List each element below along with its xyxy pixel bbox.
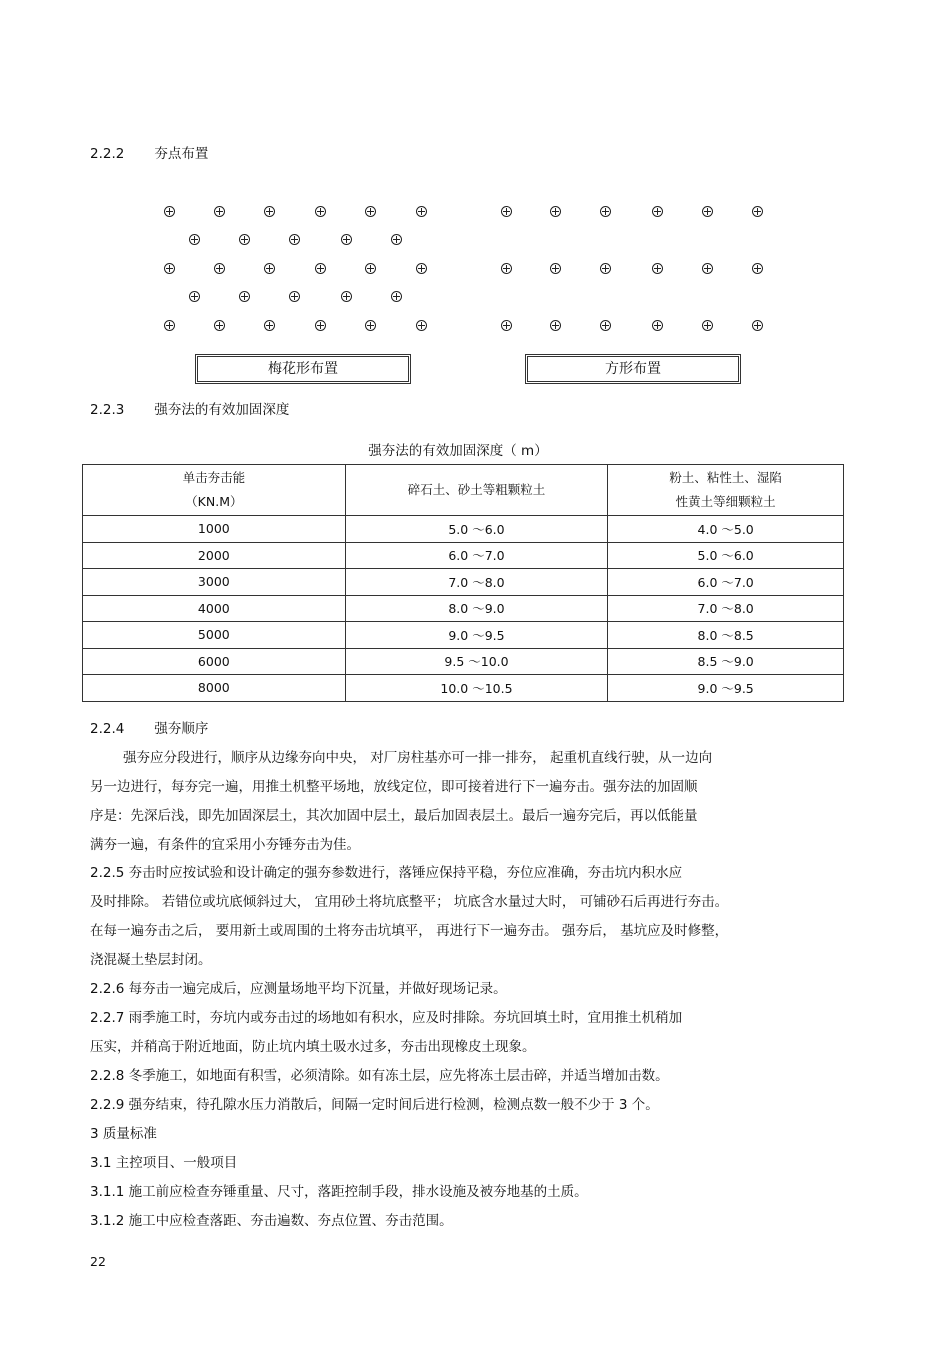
tamping-point-icon [501,320,512,331]
table-cell: 1000 [83,516,346,543]
table-row [83,648,844,675]
effective-depth-table [82,464,844,702]
table-cell: 6.0 ～7.0 [608,569,844,596]
tamping-point-icon [341,234,352,245]
table-cell: 5000 [83,622,346,649]
page-number: 22 [90,1254,106,1269]
table-cell: 4000 [83,595,346,622]
tamping-point-icon [652,320,663,331]
tamping-point-icon [652,263,663,274]
tamping-point-icon [315,206,326,217]
paragraph-line: 强夯应分段进行，顺序从边缘夯向中央， 对厂房柱基亦可一排一排夯， 起重机直线行驶，从一边向 [123,750,713,766]
table-cell: 6000 [83,648,346,675]
table-cell: 2000 [83,542,346,569]
tamping-point-icon [164,263,175,274]
paragraph-line: 及时排除。 若错位或坑底倾斜过大， 宜用砂土将坑底整平； 坑底含水量过大时， 可铺砂石后再进行夯击。 [90,894,729,910]
paragraph-line: 2.2.5 夯击时应按试验和设计确定的强夯参数进行，落锤应保持平稳，夯位应准确，夯击坑内积水应 [90,865,683,881]
paragraph-line: 2.2.8 冬季施工，如地面有积雪，必须清除。如有冻土层，应先将冻土层击碎，并适当增加击数。 [90,1068,669,1084]
section-2-2-2-heading [90,144,208,164]
header-line: 单击夯击能 [182,470,246,485]
tamping-point-icon [752,206,763,217]
table-row [83,622,844,649]
tamping-point-icon [264,320,275,331]
paragraph-line: 在每一遍夯击之后， 要用新土或周围的土将夯击坑填平， 再进行下一遍夯击。 强夯后， 基坑应及时修整， [90,923,729,939]
tamping-point-icon [600,206,611,217]
table-cell: 4.0 ～5.0 [608,516,844,543]
tamping-point-icon [416,320,427,331]
tamping-point-icon [214,320,225,331]
table-header-row [83,465,844,516]
tamping-point-icon [752,263,763,274]
paragraph-line: 2.2.6 每夯击一遍完成后，应测量场地平均下沉量，并做好现场记录。 [90,981,507,997]
table-cell: 7.0 ～8.0 [608,595,844,622]
table-cell: 5.0 ～6.0 [608,542,844,569]
table-cell: 8.5 ～9.0 [608,648,844,675]
tamping-point-icon [416,206,427,217]
header-coarse-soil: 碎石土、砂土等粗颗粒土 [345,465,608,516]
table-row [83,542,844,569]
table-row [83,675,844,702]
table-cell: 8.0 ～8.5 [608,622,844,649]
tamping-point-icon [214,206,225,217]
tamping-point-icon [365,263,376,274]
tamping-point-icon [341,291,352,302]
tamping-point-icon [239,234,250,245]
header-impact-energy [83,465,346,516]
tamping-point-icon [214,263,225,274]
section-number: 2.2.3 [90,402,125,418]
tamping-point-icon [289,291,300,302]
tamping-point-icon [264,263,275,274]
tamping-point-icon [600,263,611,274]
header-line: （KN.M） [185,494,243,509]
paragraph-line: 压实，并稍高于附近地面，防止坑内填土吸水过多，夯击出现橡皮土现象。 [90,1039,536,1055]
table-cell: 8000 [83,675,346,702]
tamping-point-icon [550,206,561,217]
tamping-point-icon [416,263,427,274]
tamping-point-icon [501,263,512,274]
tamping-point-icon [752,320,763,331]
section-title: 夯点布置 [154,146,209,162]
table-row [83,595,844,622]
tamping-point-icon [652,206,663,217]
tamping-point-icon [315,263,326,274]
tamping-point-icon [315,320,326,331]
tamping-point-icon [189,234,200,245]
tamping-point-icon [264,206,275,217]
tamping-point-icon [550,320,561,331]
tamping-point-icon [702,206,713,217]
section-title: 强夯法的有效加固深度 [154,402,290,418]
section-number: 2.2.4 [90,721,125,737]
table-title: 强夯法的有效加固深度（ m） [368,443,548,459]
tamping-point-icon [391,291,402,302]
section-3-1-heading: 3.1 主控项目、一般项目 [90,1155,238,1171]
table-cell: 6.0 ～7.0 [345,542,608,569]
header-fine-soil [608,465,844,516]
section-title: 强夯顺序 [154,721,209,737]
section-3-heading: 3 质量标准 [90,1126,157,1142]
tamping-point-icon [239,291,250,302]
paragraph-line: 满夯一遍，有条件的宜采用小夯锤夯击为佳。 [90,837,360,853]
tamping-point-icon [289,234,300,245]
table-row [83,569,844,596]
section-2-2-4-heading [90,719,208,739]
table-cell: 10.0 ～10.5 [345,675,608,702]
header-line: 粉土、粘性土、湿陷 [669,470,782,485]
section-2-2-3-heading [90,400,289,420]
header-line: 性黄土等细颗粒土 [675,494,776,509]
paragraph-line: 另一边进行，每夯完一遍，用推土机整平场地，放线定位，即可接着进行下一遍夯击。强夯法的加固顺 [90,779,698,795]
tamping-point-icon [550,263,561,274]
paragraph-line: 序是：先深后浅，即先加固深层土，其次加固中层土，最后加固表层土。最后一遍夯完后，再以低能量 [90,808,698,824]
paragraph-line: 2.2.7 雨季施工时，夯坑内或夯击过的场地如有积水，应及时排除。夯坑回填土时，宜用推土机稍加 [90,1010,683,1026]
paragraph-line: 2.2.9 强夯结束，待孔隙水压力消散后，间隔一定时间后进行检测，检测点数一般不少于 3 个。 [90,1097,659,1113]
tamping-point-icon [365,206,376,217]
table-cell: 9.0 ～9.5 [345,622,608,649]
table-row [83,516,844,543]
tamping-point-icon [164,320,175,331]
plum-blossom-layout-caption: 梅花形布置 [195,354,411,384]
square-layout-caption: 方形布置 [525,354,741,384]
paragraph-line: 3.1.1 施工前应检查夯锤重量、尺寸，落距控制手段，排水设施及被夯地基的土质。 [90,1184,588,1200]
table-cell: 8.0 ～9.0 [345,595,608,622]
tamping-point-icon [189,291,200,302]
paragraph-line: 3.1.2 施工中应检查落距、夯击遍数、夯点位置、夯击范围。 [90,1213,453,1229]
table-cell: 3000 [83,569,346,596]
tamping-point-icon [391,234,402,245]
table-cell: 5.0 ～6.0 [345,516,608,543]
table-cell: 7.0 ～8.0 [345,569,608,596]
tamping-point-icon [365,320,376,331]
table-cell: 9.0 ～9.5 [608,675,844,702]
tamping-point-icon [600,320,611,331]
table-cell: 9.5 ～10.0 [345,648,608,675]
section-number: 2.2.2 [90,146,125,162]
tamping-point-icon [702,320,713,331]
tamping-point-icon [702,263,713,274]
tamping-point-icon [501,206,512,217]
paragraph-line: 浇混凝土垫层封闭。 [90,952,212,968]
tamping-point-icon [164,206,175,217]
